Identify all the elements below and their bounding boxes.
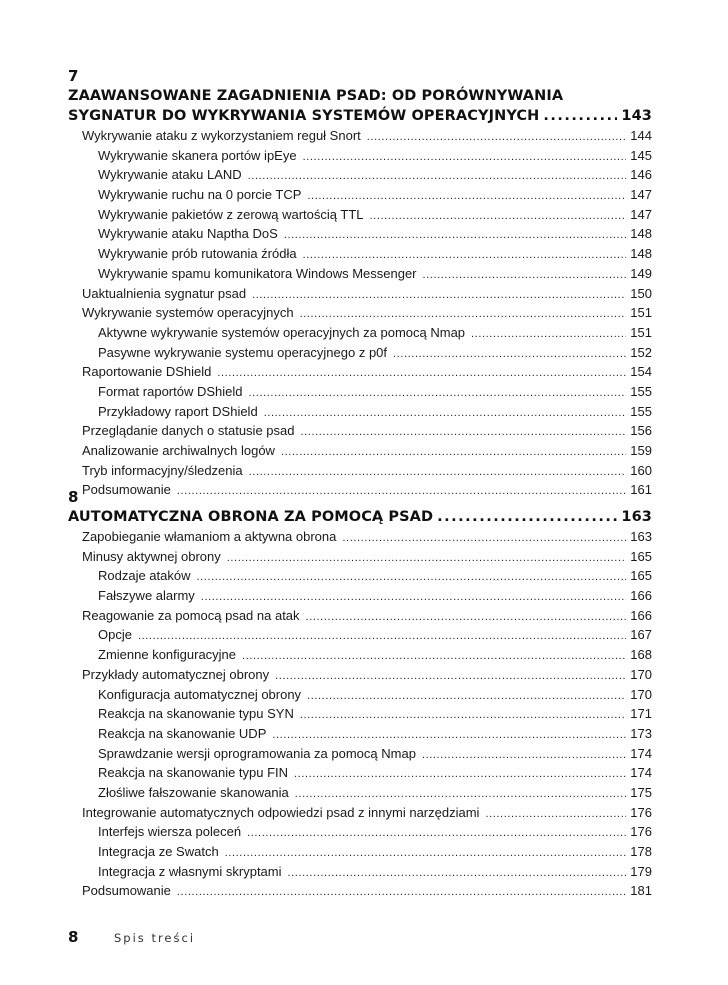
toc-subentry[interactable] (68, 744, 652, 764)
toc-entry-page: 176 (630, 824, 652, 840)
toc-subentry[interactable] (68, 165, 652, 185)
dot-leader (300, 423, 626, 443)
toc-entry-title: Konfiguracja automatycznej obrony (98, 686, 302, 702)
toc-entry-title: Tryb informacyjny/śledzenia (82, 462, 243, 478)
toc-entry-page: 154 (630, 364, 652, 380)
toc-entry-page: 179 (630, 863, 652, 879)
toc-entry[interactable] (68, 527, 652, 547)
toc-entry-page: 171 (630, 706, 652, 722)
toc-entry-title: Sprawdzanie wersji oprogramowania za pomocą Nmap (98, 745, 416, 761)
toc-subentry[interactable] (68, 586, 652, 606)
toc-subentry[interactable] (68, 724, 652, 744)
toc-subentry[interactable] (68, 244, 652, 264)
toc-entry-title: Reagowanie za pomocą psad na atak (82, 607, 300, 623)
toc-subentry[interactable] (68, 185, 652, 205)
toc-entry[interactable] (68, 606, 652, 626)
toc-subentry[interactable] (68, 382, 652, 402)
toc-entry-page: 181 (630, 883, 652, 899)
toc-entry-title: Przeglądanie danych o statusie psad (82, 423, 295, 439)
toc-entry-page: 150 (630, 285, 652, 301)
toc-subentry[interactable] (68, 264, 652, 284)
toc-entry-title: Interfejs wiersza poleceń (98, 824, 242, 840)
chapter-number: 8 (68, 488, 79, 506)
dot-leader (437, 507, 617, 527)
toc-entry[interactable] (68, 303, 652, 323)
chapter-page-number: 163 (621, 509, 652, 525)
dot-leader (197, 568, 627, 588)
dot-leader (422, 746, 626, 766)
toc-entry-page: 147 (630, 187, 652, 203)
toc-entry-page: 178 (630, 844, 652, 859)
chapter-title-text: AUTOMATYCZNA OBRONA ZA POMOCĄ PSAD (68, 509, 434, 525)
toc-entry-page: 166 (630, 588, 652, 604)
toc-entry[interactable] (68, 803, 652, 823)
dot-leader (306, 608, 627, 628)
dot-leader (303, 148, 627, 168)
chapter-title-text: SYGNATUR DO WYKRYWANIA SYSTEMÓW OPERACYJNYCH (68, 108, 540, 124)
dot-leader (393, 345, 626, 365)
toc-subentry[interactable] (68, 205, 652, 225)
toc-entry-page: 168 (630, 647, 652, 663)
dot-leader (284, 226, 626, 246)
toc-entry-page: 174 (630, 745, 652, 761)
dot-leader (307, 687, 626, 707)
toc-entry-title: Podsumowanie (82, 482, 171, 498)
dot-leader (423, 266, 627, 286)
toc-entry[interactable] (68, 284, 652, 304)
toc-entry-page: 175 (630, 784, 652, 800)
toc-entry-page: 170 (630, 666, 652, 682)
toc-entry-title: Przykładowy raport DShield (98, 403, 258, 419)
dot-leader (227, 549, 627, 569)
toc-entry-title: Aktywne wykrywanie systemów operacyjnych za pomocą Nmap (98, 324, 466, 340)
dot-leader (485, 805, 626, 825)
toc-entry-page: 170 (630, 686, 652, 702)
toc-entry-title: Analizowanie archiwalnych logów (82, 443, 275, 458)
toc-entry-title: Wykrywanie ataku Naptha DoS (98, 226, 278, 242)
toc-subentry[interactable] (68, 625, 652, 645)
chapter-8 (68, 487, 652, 901)
toc-entry-page: 166 (630, 607, 652, 623)
footer-label: Spis treści (114, 931, 196, 945)
toc-subentry[interactable] (68, 763, 652, 783)
toc-entry-page: 155 (630, 403, 652, 419)
toc-entry-page: 147 (630, 206, 652, 222)
toc-entry-page: 152 (630, 344, 652, 360)
toc-entry-page: 176 (630, 804, 652, 820)
toc-subentry[interactable] (68, 704, 652, 724)
chapter-title-line[interactable] (68, 507, 652, 527)
toc-entry-title: Raportowanie DShield (82, 364, 212, 380)
toc-subentry[interactable] (68, 224, 652, 244)
chapter-title-line-1 (68, 86, 652, 106)
dot-leader (249, 384, 627, 404)
toc-entry-page: 165 (630, 568, 652, 584)
toc-entry-title: Podsumowanie (82, 883, 171, 899)
toc-entry-page: 145 (630, 147, 652, 163)
dot-leader (247, 824, 626, 844)
toc-entry-title: Format raportów DShield (98, 383, 243, 399)
toc-entry-page: 148 (630, 226, 652, 242)
chapter-7 (68, 66, 652, 500)
toc-entry-title: Integrowanie automatycznych odpowiedzi psad z innymi narzędziami (82, 804, 480, 820)
toc-entry-title: Integracja ze Swatch (98, 844, 219, 859)
toc-entry-title: Wykrywanie skanera portów ipEye (98, 147, 297, 163)
toc-entry-title: Wykrywanie prób rutowania źródła (98, 246, 297, 262)
toc-entry[interactable] (68, 547, 652, 567)
toc-entry-page: 156 (630, 423, 652, 439)
toc-entry-page: 148 (630, 246, 652, 262)
dot-leader (248, 167, 627, 187)
toc-subentry[interactable] (68, 783, 652, 803)
toc-entry-page: 173 (630, 725, 652, 741)
dot-leader (225, 844, 627, 864)
toc-entry-title: Zapobieganie włamaniom a aktywna obrona (82, 529, 337, 544)
toc-subentry[interactable] (68, 842, 652, 862)
toc-entry-title: Fałszywe alarmy (98, 588, 195, 604)
dot-leader (342, 529, 626, 549)
dot-leader (275, 667, 626, 687)
dot-leader (249, 463, 627, 483)
dot-leader (217, 364, 626, 384)
toc-entry-page: 151 (630, 324, 652, 340)
toc-entry-title: Wykrywanie systemów operacyjnych (82, 305, 294, 321)
toc-entry-title: Uaktualnienia sygnatur psad (82, 285, 247, 301)
toc-entry-page: 151 (630, 305, 652, 321)
dot-leader (264, 404, 627, 424)
dot-leader (288, 864, 627, 884)
toc-subentry[interactable] (68, 402, 652, 422)
dot-leader (367, 128, 627, 148)
dot-leader (300, 706, 626, 726)
toc-subentry[interactable] (68, 645, 652, 665)
chapter-title-line-2[interactable] (68, 106, 652, 126)
toc-subentry[interactable] (68, 862, 652, 882)
toc-entry-title: Wykrywanie spamu komunikatora Windows Messenger (98, 265, 417, 281)
footer-page-number: 8 (68, 928, 79, 946)
toc-entry-title: Przykłady automatycznej obrony (82, 666, 270, 682)
toc-entry-title: Reakcja na skanowanie typu SYN (98, 706, 294, 722)
dot-leader (252, 286, 626, 306)
toc-entry[interactable] (68, 441, 652, 461)
toc-entry[interactable] (68, 665, 652, 685)
toc-entry-title: Rodzaje ataków (98, 568, 191, 584)
toc-entry-title: Opcje (98, 627, 132, 643)
toc-entry-title: Reakcja na skanowanie typu FIN (98, 765, 289, 781)
toc-entries (68, 126, 652, 500)
toc-entry-page: 155 (630, 383, 652, 399)
toc-entry-page: 165 (630, 548, 652, 564)
toc-entry-page: 160 (630, 462, 652, 478)
toc-entries (68, 527, 652, 901)
toc-entry-page: 159 (630, 443, 652, 458)
toc-entry[interactable] (68, 421, 652, 441)
toc-entry-title: Zmienne konfiguracyjne (98, 647, 237, 663)
toc-entry-title: Wykrywanie ataku z wykorzystaniem reguł Snort (82, 128, 361, 143)
toc-entry-page: 149 (630, 265, 652, 281)
toc-entry-title: Wykrywanie pakietów z zerową wartością TTL (98, 206, 364, 222)
toc-entry-title: Reakcja na skanowanie UDP (98, 725, 267, 741)
toc-entry-page: 146 (630, 167, 652, 183)
toc-entry[interactable] (68, 881, 652, 901)
chapter-number: 7 (68, 67, 79, 85)
toc-entry-page: 167 (630, 627, 652, 643)
toc-entry-title: Integracja z własnymi skryptami (98, 863, 282, 879)
toc-subentry[interactable] (68, 323, 652, 343)
toc-subentry[interactable] (68, 822, 652, 842)
dot-leader (370, 207, 627, 227)
toc-subentry[interactable] (68, 343, 652, 363)
toc-entry-page: 174 (630, 765, 652, 781)
toc-entry-title: Złośliwe fałszowanie skanowania (98, 784, 289, 800)
chapter-page-number: 143 (621, 108, 652, 124)
toc-subentry[interactable] (68, 566, 652, 586)
toc-entry[interactable] (68, 362, 652, 382)
toc-entry-title: Wykrywanie ruchu na 0 porcie TCP (98, 187, 302, 203)
toc-subentry[interactable] (68, 146, 652, 166)
toc-entry-page: 163 (630, 529, 652, 544)
dot-leader (281, 443, 626, 463)
chapter-title-text: ZAAWANSOWANE ZAGADNIENIA PSAD: OD PORÓWNYWANIA (68, 88, 564, 104)
dot-leader (294, 765, 626, 785)
toc-subentry[interactable] (68, 685, 652, 705)
toc-entry-page: 161 (630, 482, 652, 498)
toc-entry-title: Minusy aktywnej obrony (82, 548, 221, 564)
toc-entry[interactable] (68, 126, 652, 146)
dot-leader (242, 647, 626, 667)
toc-entry-page: 144 (630, 128, 652, 143)
page-footer (68, 928, 195, 952)
dot-leader (471, 325, 626, 345)
toc-entry-title: Pasywne wykrywanie systemu operacyjnego z p0f (98, 344, 388, 360)
dot-leader (543, 106, 617, 126)
toc-entry-title: Wykrywanie ataku LAND (98, 167, 242, 183)
dot-leader (177, 883, 626, 903)
toc-entry[interactable] (68, 461, 652, 481)
